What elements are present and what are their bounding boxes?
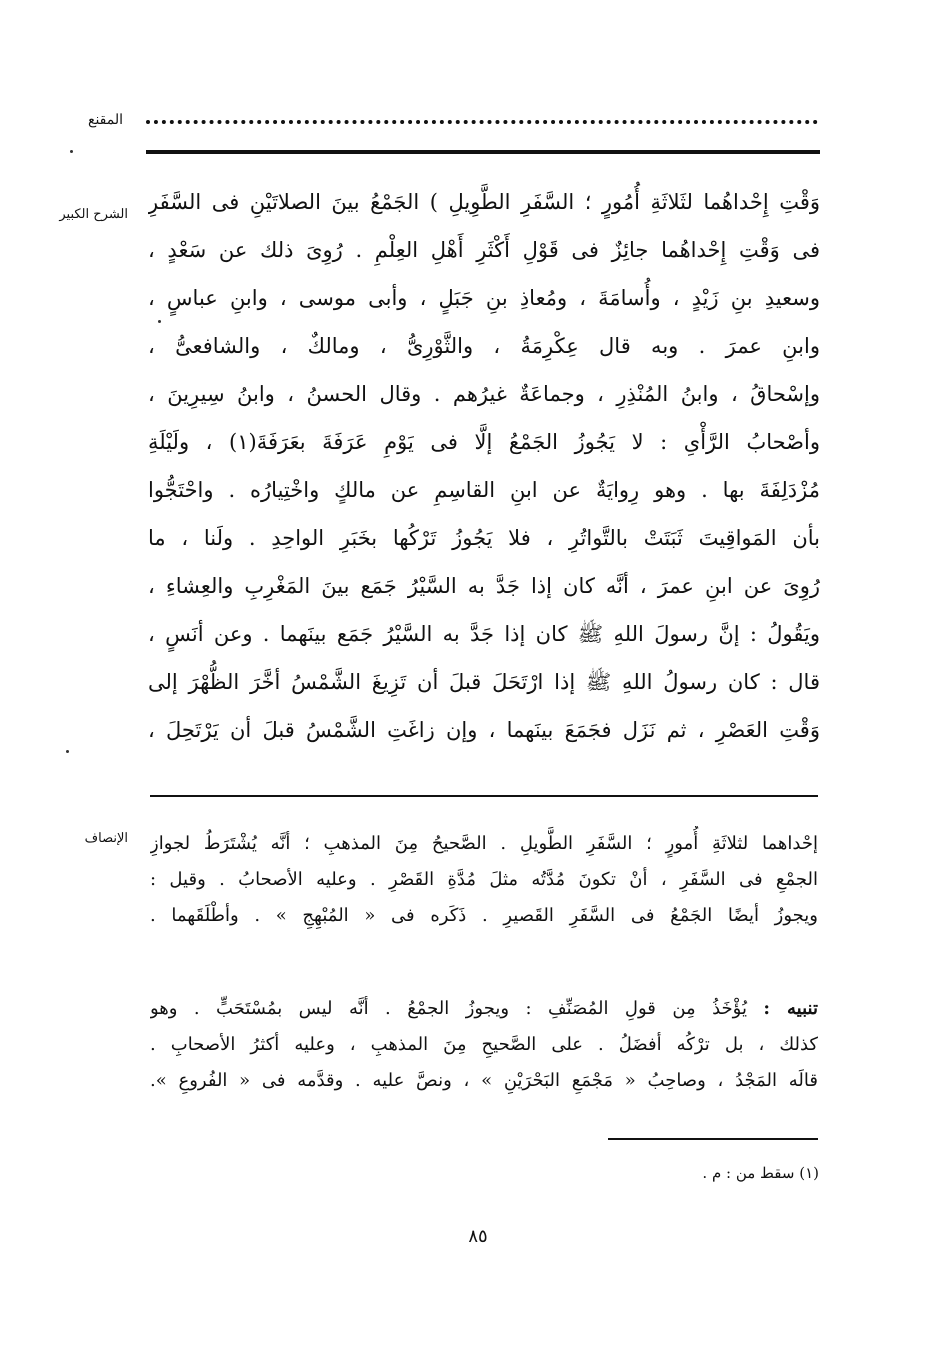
sharh-line: وَقْتِ إِحْداهُما لثَلاثَةِ أُمُورٍ ؛ السَّفَرِ الطَّوِيلِ ) الجَمْعُ بينَ الصلاتَيْنِ فى السَّفَرِ (148, 190, 820, 214)
sharh-line: بأن المَواقِيتَ ثَبَتَتْ بالتَّواتُرِ ، فلا يَجُوزُ تَرْكُها بخَبَرِ الواحِدِ . ولَنا ، ما (148, 526, 820, 550)
sharh-line: رُوِىَ عن ابنِ عمرَ ، أنَّه كان إذا جَدَّ به السَّيْرُ جَمَع بينَ المَغْرِبِ والعِشاءِ ، (148, 574, 820, 598)
insaf-line: ويجوزُ أيضًا الجَمْعُ فى السَّفَرِ القَصيرِ . ذَكَره فى « المُبْهِجِ » . وأطْلَقَهما . (150, 905, 818, 926)
tanbih-line: قالَه المَجْدُ ، وصاحِبُ « مَجْمَعِ البَحْرَيْنِ » ، ونصَّ عليه . وقدَّمه فى « الفُروعِ ». (150, 1070, 818, 1091)
sharh-line: مُزْدَلِفَةَ بها . وهو رِوايَةٌ عن ابنِ القاسِمِ عن مالكٍ واخْتِيارُه . واحْتَجُّوا (148, 478, 820, 502)
tanbih-heading: تنبيه : (763, 998, 818, 1019)
sharh-line: وسعيدِ بنِ زَيْدٍ ، وأُسامَةَ ، ومُعاذِ بنِ جَبَلٍ ، وأبى موسى ، وابنِ عباسٍ ، (148, 286, 820, 310)
section-divider (150, 795, 818, 797)
tanbih-line: كذلك ، بل ترْكُه أفضَلُ . على الصَّحيحِ مِنَ المذهبِ ، وعليه أكثرُ الأصحابِ . (150, 1034, 818, 1055)
side-label-sharh: الشرح الكبير (59, 207, 128, 222)
scan-speck (70, 150, 73, 153)
tanbih-line (150, 991, 818, 1027)
sharh-line: فى وَقْتِ إِحْداهُما جائِزٌ فى قَوْلِ أَكْثَرِ أَهْلِ العِلْمِ . رُوِىَ ذلك عن سَعْدٍ ، (148, 238, 820, 262)
scan-speck (158, 320, 161, 323)
sharh-line: قال : كان رسولُ اللهِ ﷺ إذا ارْتَحَلَ قبلَ أن تَزِيغَ الشَّمْسُ أخَّرَ الظُّهْرَ إلى (148, 670, 820, 694)
page-number: ٨٥ (468, 1226, 488, 1247)
sharh-line: ويَقُولُ : إنَّ رسولَ اللهِ ﷺ كان إذا جَدَّ به السَّيْرُ جَمَع بينَهما . وعن أنَسٍ ، (148, 622, 820, 646)
tanbih-line-text: يُؤْخَذُ مِن قولِ المُصَنِّفِ : ويجوزُ الجمْعُ . أنَّه ليس بمُسْتَحَبٍّ . وهو (150, 998, 764, 1019)
sharh-line: وابنِ عمرَ . وبه قال عِكْرِمَةُ ، والثَّوْرِىُّ ، ومالكٌ ، والشافعىُّ ، (148, 334, 820, 358)
sharh-line: وأصْحابُ الرَّأْىِ : لا يَجُوزُ الجَمْعُ إلَّا فى يَوْمِ عَرَفَةَ بعَرَفَةَ(١) ، ولَيْلَةِ (148, 430, 820, 454)
sharh-line: وإسْحاقُ ، وابنُ المُنْذِرِ ، وجماعَةٌ غيرُهم . وقال الحسنُ ، وابنُ سِيرِينَ ، (148, 382, 820, 406)
header-dotted-rule (146, 104, 818, 124)
sharh-text-block (148, 178, 820, 754)
scan-speck (66, 750, 69, 753)
running-header-title: المقنع (88, 112, 124, 128)
insaf-line: الجمْعِ فى السَّفَرِ ، أنْ تكونَ مُدَّتُه مثلَ مُدَّةِ القَصْرِ . وعليه الأصحابُ . وقيل : (150, 869, 818, 890)
sharh-line: وَقْتِ العَصْرِ ، ثم نَزَل فجَمَعَ بينَهما ، وإن زاغَتِ الشَّمْسُ قبلَ أن يَرْتَحِلَ ، (148, 718, 820, 742)
footnote: (١) سقط من : م . (702, 1164, 819, 1182)
insaf-line: إحْداهما لثلاثَةِ أُمورٍ ؛ السَّفَرِ الطَّويلِ . الصَّحيحُ مِنَ المذهبِ ؛ أنَّه يُشْتَرَطُ لجوازِ (150, 833, 818, 854)
tanbih-text-block (150, 991, 818, 1099)
footnote-rule (608, 1138, 818, 1140)
header-rule (146, 150, 820, 154)
side-label-insaf: الإنصاف (84, 831, 128, 846)
insaf-text-block (150, 826, 818, 934)
